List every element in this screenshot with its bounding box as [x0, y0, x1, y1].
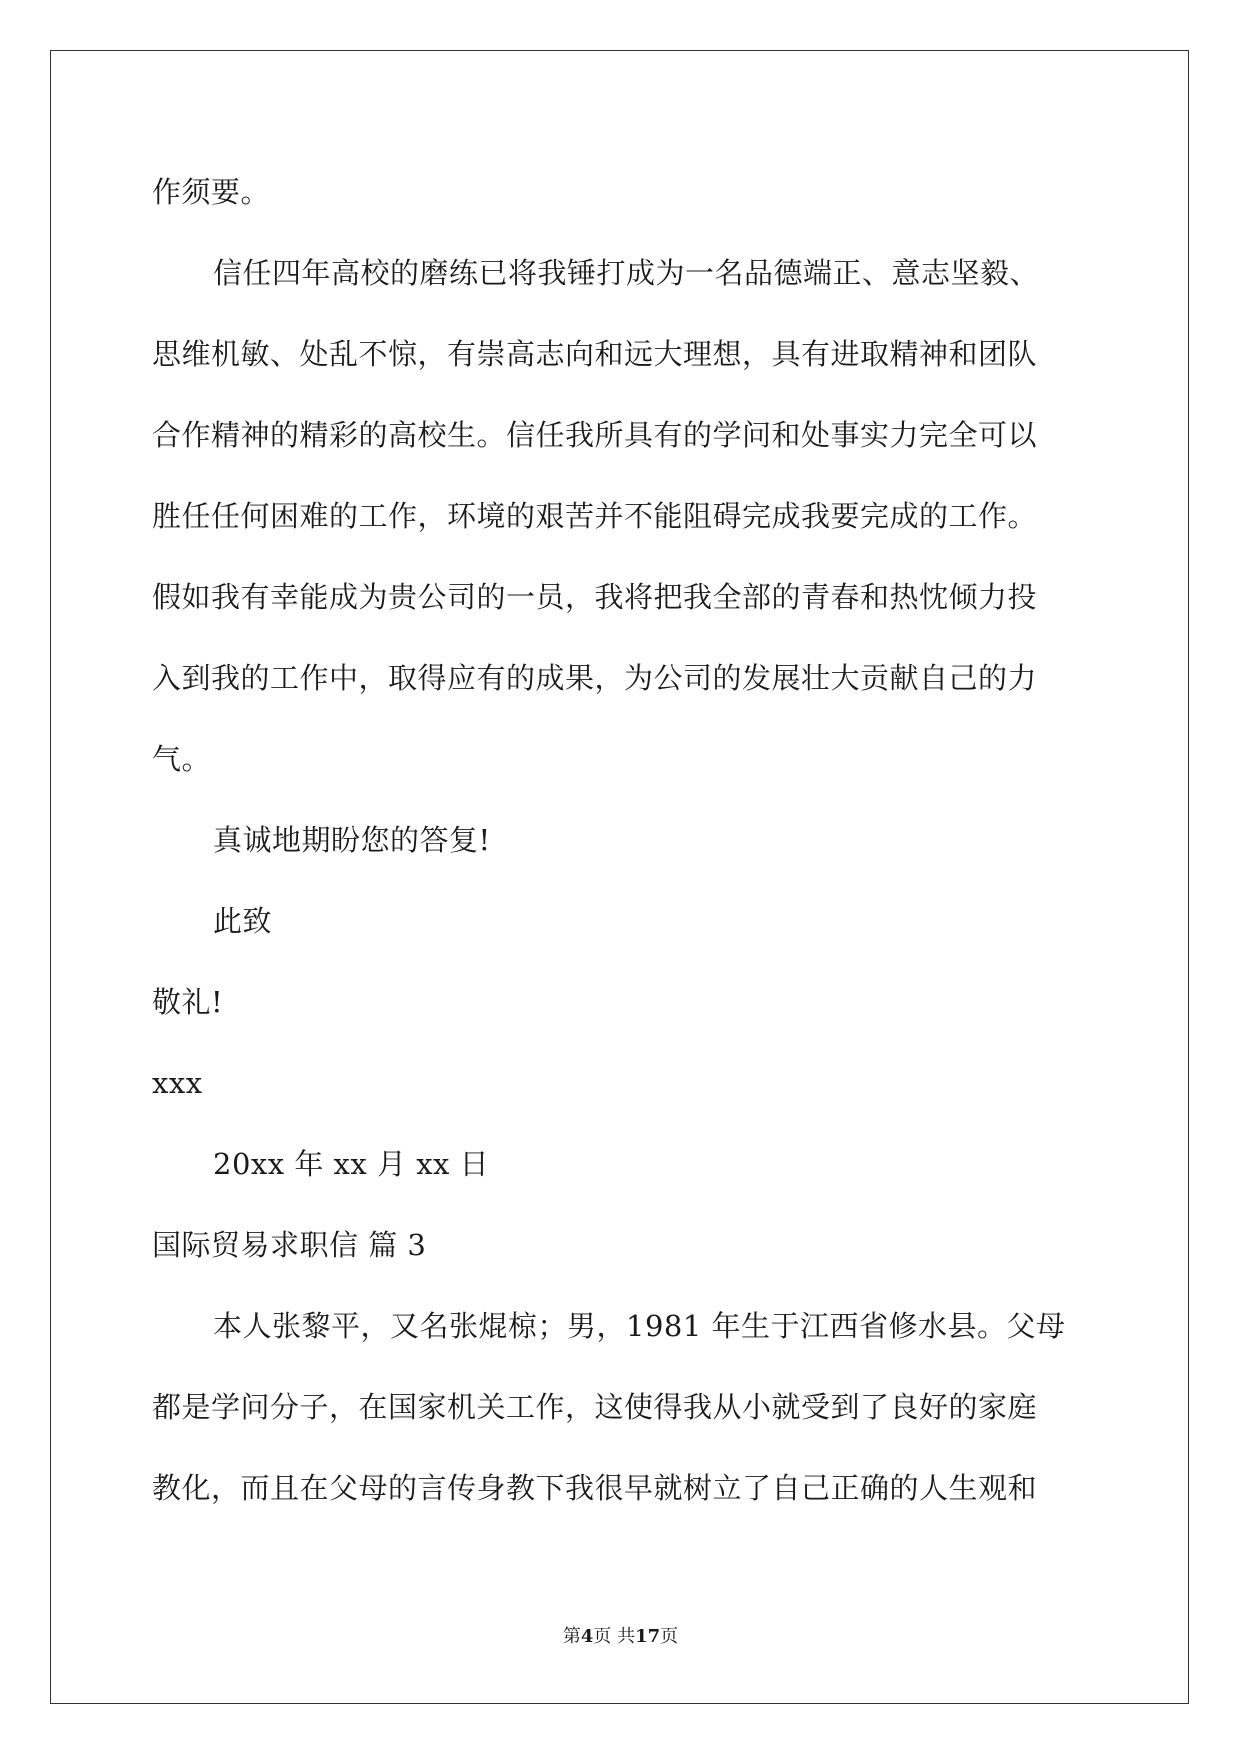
footer-prefix: 第	[562, 1626, 581, 1647]
paragraph-line: 胜任任何困难的工作，环境的艰苦并不能阻碍完成我要完成的工作。	[152, 499, 1038, 533]
paragraph-line: 都是学问分子，在国家机关工作，这使得我从小就受到了良好的家庭	[152, 1390, 1038, 1424]
page-border	[50, 50, 1189, 1704]
current-page-number: 4	[580, 1626, 594, 1647]
signature-name: xxx	[152, 1066, 203, 1100]
paragraph-line: 入到我的工作中，取得应有的成果，为公司的发展壮大贡献自己的力	[152, 661, 1038, 695]
closing-line: 真诚地期盼您的答复!	[213, 823, 491, 857]
page-footer	[0, 1626, 1241, 1648]
salutation-line: 敬礼!	[152, 985, 224, 1019]
salutation-line: 此致	[213, 904, 273, 938]
paragraph-line: 气。	[152, 742, 212, 776]
paragraph-line: 思维机敏、处乱不惊，有崇高志向和远大理想，具有进取精神和团队	[152, 337, 1038, 371]
paragraph-line: 作须要。	[152, 175, 271, 209]
section-heading: 国际贸易求职信 篇 3	[152, 1228, 427, 1262]
total-page-count: 17	[635, 1626, 661, 1647]
paragraph-line: 假如我有幸能成为贵公司的一员，我将把我全部的青春和热忱倾力投	[152, 580, 1038, 614]
signature-date: 20xx 年 xx 月 xx 日	[213, 1147, 490, 1181]
paragraph-line: 教化，而且在父母的言传身教下我很早就树立了自己正确的人生观和	[152, 1471, 1038, 1505]
paragraph-line: 合作精神的精彩的高校生。信任我所具有的学问和处事实力完全可以	[152, 418, 1038, 452]
paragraph-line: 本人张黎平，又名张焜椋；男，1981 年生于江西省修水县。父母	[213, 1309, 1066, 1343]
paragraph-line: 信任四年高校的磨练已将我锤打成为一名品德端正、意志坚毅、	[213, 256, 1040, 290]
footer-mid: 页 共	[593, 1626, 636, 1647]
footer-suffix: 页	[660, 1626, 679, 1647]
